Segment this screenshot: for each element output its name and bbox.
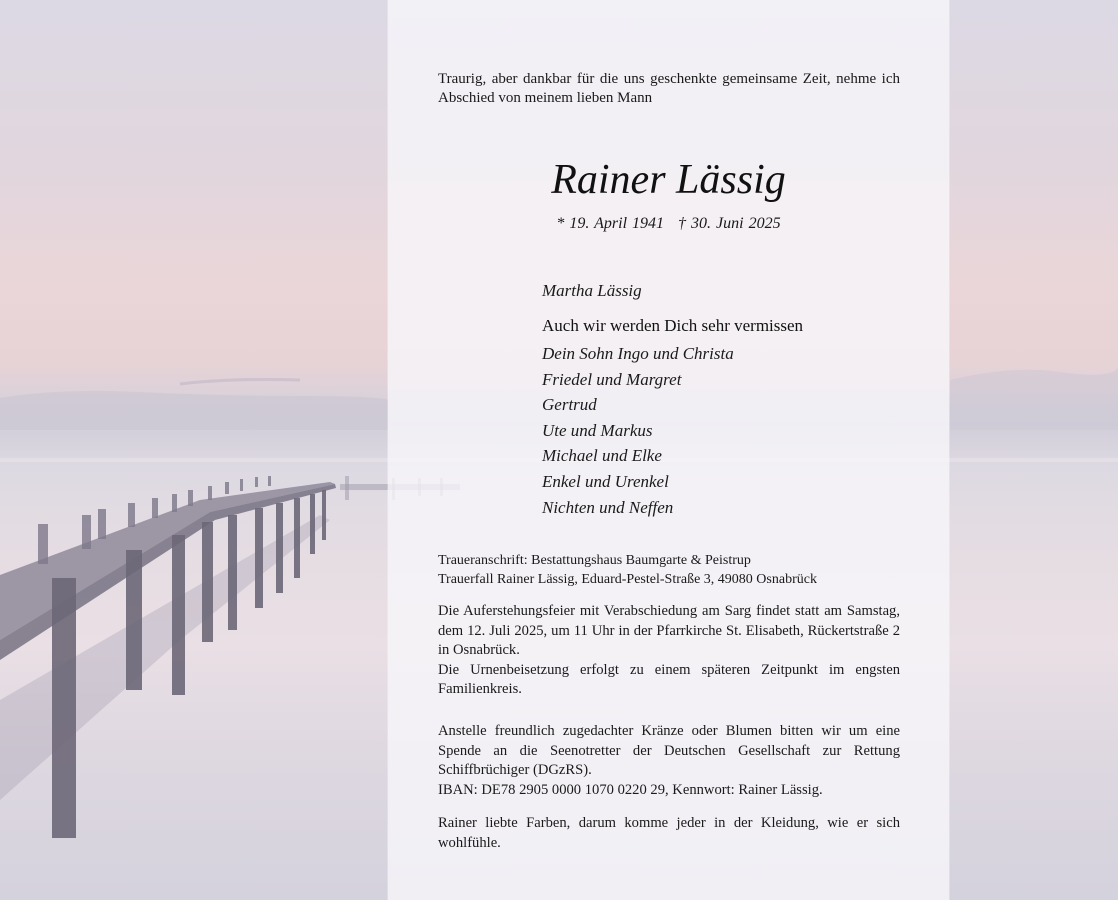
address-line: Traueranschrift: Bestattungshaus Baumgarte & Peistrup <box>438 553 751 568</box>
birth-date: * 19. April 1941 <box>556 215 665 232</box>
list-item: Michael und Elke <box>542 446 662 466</box>
donation-block <box>438 722 900 800</box>
list-item: Friedel und Margret <box>542 369 682 389</box>
address-block <box>438 552 900 589</box>
donation-text: Anstelle freundlich zugedachter Kränze oder Blumen bitten wir um eine Spende an die Seenotretter der Deutschen Gesellschaft zur Rettung Schiffbrüchiger (DGzRS). <box>438 723 900 778</box>
spouse-name: Martha Lässig <box>542 281 642 300</box>
deceased-name: Rainer Lässig <box>551 157 786 203</box>
intro-text: Traurig, aber dankbar für die uns geschenkte gemeinsame Zeit, nehme ich Abschied von meinem lieben Mann <box>438 71 900 106</box>
iban-text: IBAN: DE78 2905 0000 1070 0220 29, Kennwort: Rainer Lässig. <box>438 781 823 798</box>
ceremony-block <box>438 602 900 700</box>
burial-text: Die Urnenbeisetzung erfolgt zu einem späteren Zeitpunkt im engsten Familienkreis. <box>438 661 900 697</box>
list-item: Enkel und Urenkel <box>542 471 669 491</box>
life-dates <box>388 215 949 233</box>
ceremony-text: Die Auferstehungsfeier mit Verabschiedung am Sarg findet statt am Samstag, dem 12. Juli 2025, um 11 Uhr in der Pfarrkirche St. Elisabeth, Rückertstraße 2 in Osnabrück. <box>438 603 900 658</box>
address-line: Trauerfall Rainer Lässig, Eduard-Pestel-Straße 3, 49080 Osnabrück <box>438 571 817 587</box>
mourners-list <box>542 341 734 520</box>
mourners-heading: Auch wir werden Dich sehr vermissen <box>542 316 804 335</box>
list-item: Gertrud <box>542 395 597 415</box>
list-item: Nichten und Neffen <box>542 497 674 517</box>
closing-text: Rainer liebte Farben, darum komme jeder in der Kleidung, wie er sich wohlfühle. <box>438 815 900 851</box>
list-item: Dein Sohn Ingo und Christa <box>542 344 734 363</box>
death-date: † 30. Juni 2025 <box>678 215 781 232</box>
list-item: Ute und Markus <box>542 420 653 440</box>
